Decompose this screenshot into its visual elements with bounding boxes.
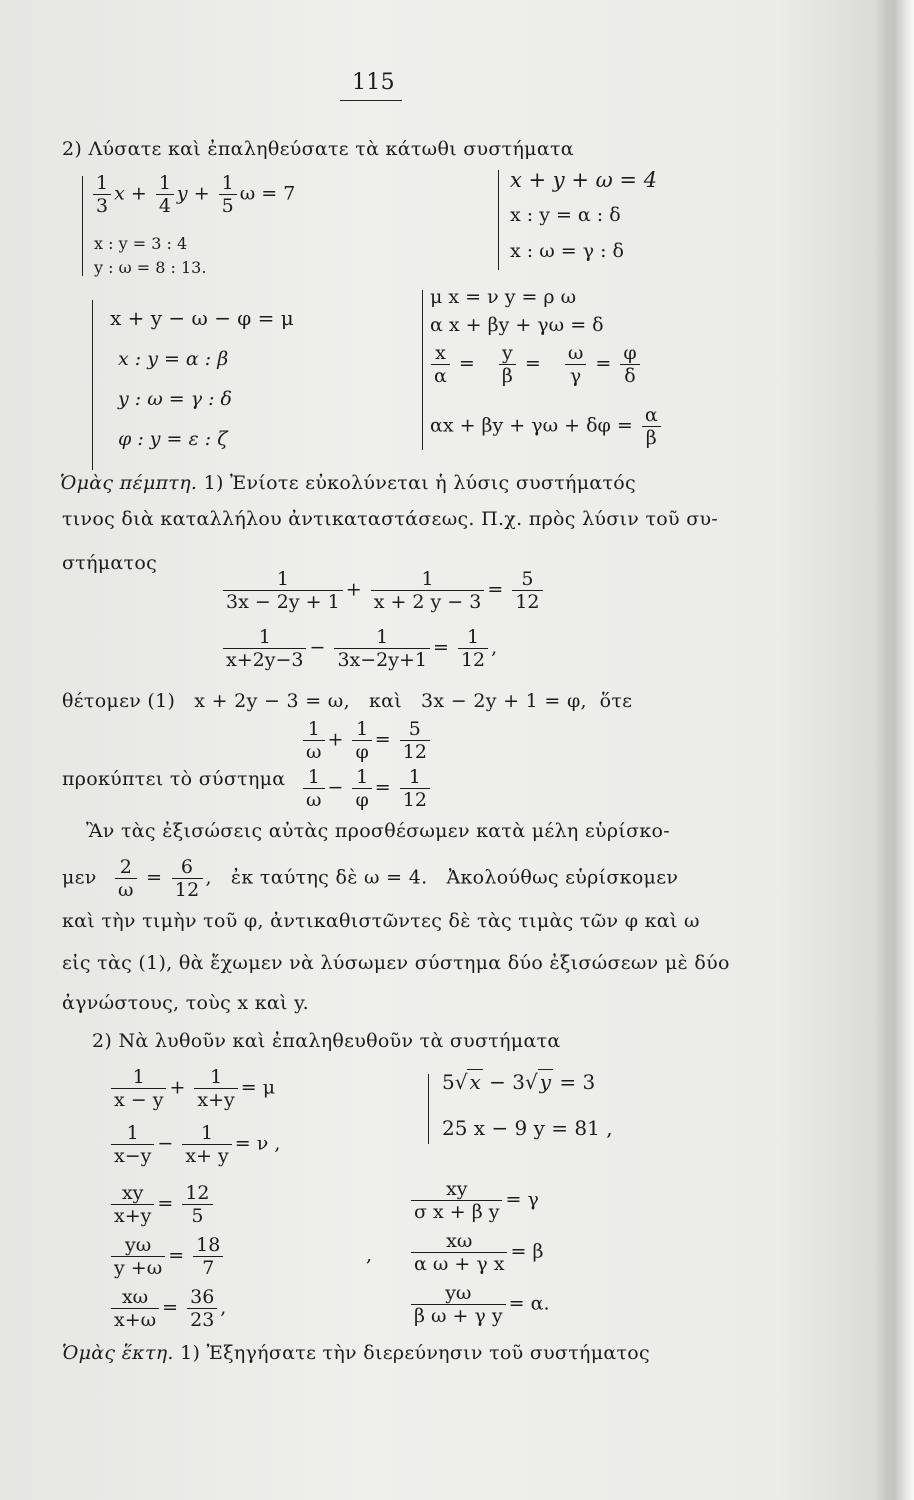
system-c-row-1: $\frac{xy}{x+y}$ = $\frac{12}{5}$	[108, 1182, 216, 1227]
new-system-row-2: $\frac{1}{\omega}$ − $\frac{1}{\varphi}$ = $\frac{1}{12}$	[300, 766, 433, 811]
system-4-eq3: $\frac{x}{\alpha}$ = $\frac{y}{\beta}$ = $\frac{\omega}{\gamma}$ = $\frac{\varphi}{\delta}$	[428, 342, 643, 387]
system-4-bar	[422, 290, 423, 450]
system-3-bar	[92, 300, 93, 470]
system-1-brace	[82, 176, 83, 276]
exercise-2b-heading: 2) Νὰ λυθοῦν καὶ ἐπαληθευθοῦν τὰ συστήματα	[92, 1030, 561, 1052]
system-c-row-2: $\frac{y\omega}{y +\omega}$ = $\frac{18}{7}$	[108, 1234, 226, 1279]
system-b-row-2: 25 x − 9 y = 81 ,	[442, 1116, 613, 1140]
page-edge-shadow	[874, 0, 914, 1500]
system-3-eq1: x + y − ω − φ = μ	[110, 306, 294, 330]
example-system-row-2: $\frac{1}{x+2y-3}$ − $\frac{1}{3x-2y+1}$ = $\frac{1}{12}$ ,	[220, 626, 497, 671]
paragraph-line-2: μεν $\frac{2}{\omega}$ = $\frac{6}{12}$ , ἐκ ταύτης δὲ ω = 4. Ἀκολούθως εὑρίσκομεν	[62, 856, 679, 901]
system-results-label: προκύπτει τὸ σύστημα	[62, 768, 286, 790]
system-a-row-2: $\frac{1}{x-y}$ − $\frac{1}{x+ y}$ = ν ,	[108, 1122, 280, 1167]
system-d-row-2: $\frac{x\omega}{\text{α ω + γ x}}$ = β	[408, 1230, 543, 1275]
new-system-row-1: $\frac{1}{\omega}$ + $\frac{1}{\varphi}$ = $\frac{5}{12}$	[300, 718, 433, 763]
system-4-eq1: μ x = ν y = ρ ω	[430, 286, 577, 308]
system-d-row-1: $\frac{xy}{\text{σ x + β y}}$ = γ	[408, 1178, 539, 1223]
group-5-title: Ὁμὰς πέμπτη.	[60, 472, 198, 494]
example-system-row-1: $\frac{1}{3x - 2y + 1}$ + $\frac{1}{x + 2 y - 3}$ = $\frac{5}{12}$	[220, 568, 546, 613]
system-b-brace	[428, 1074, 429, 1144]
system-c-row-3: $\frac{x\omega}{x+\omega}$ = $\frac{36}{23}$ ,	[108, 1286, 226, 1331]
system-3-eq2: x : y = α : β	[118, 348, 229, 370]
page-number: 115	[352, 70, 395, 95]
system-4-eq2: α x + βy + γω = δ	[430, 314, 604, 336]
group-5-line-1: Ὁμὰς πέμπτη. 1) Ἐνίοτε εὐκολύνεται ἡ λύσις συστήματός	[60, 472, 636, 494]
exercise-2-heading: 2) Λύσατε καὶ ἐπαληθεύσατε τὰ κάτωθι συστήματα	[62, 138, 574, 160]
system-2-eq2: x : y = α : δ	[510, 204, 621, 226]
group-5-line-3: στήματος	[62, 552, 158, 574]
group-6-title: Ὁμὰς ἕκτη.	[62, 1342, 174, 1364]
substitution-line: θέτομεν (1) x + 2y − 3 = ω, καὶ 3x − 2y + 1 = φ, ὅτε	[62, 690, 633, 712]
page-number-rule	[340, 100, 402, 101]
system-a-row-1: $\frac{1}{x - y}$ + $\frac{1}{x+y}$ = μ	[108, 1066, 275, 1111]
system-d-separator: ,	[366, 1244, 373, 1266]
system-3-eq4: φ : y = ε : ζ	[118, 428, 228, 450]
paragraph-line-1: Ἂν τὰς ἐξισώσεις αὐτὰς προσθέσωμεν κατὰ μέλη εὑρίσκο-	[86, 820, 670, 842]
system-1-eq2: x : y = 3 : 4	[94, 234, 188, 253]
group-5-line-2: τινος διὰ καταλλήλου ἀντικαταστάσεως. Π.χ. πρὸς λύσιν τοῦ συ-	[62, 508, 719, 530]
system-2-eq3: x : ω = γ : δ	[510, 240, 624, 262]
paragraph-line-3: καὶ τὴν τιμὴν τοῦ φ, ἀντικαθιστῶντες δὲ τὰς τιμὰς τῶν φ καὶ ω	[62, 910, 700, 932]
paragraph-line-5: ἀγνώστους, τοὺς x καὶ y.	[62, 992, 310, 1014]
system-1-eq1: $\frac{1}{3}$ x + $\frac{1}{4}$ y + $\frac{1}{5}$ ω = 7	[90, 172, 295, 217]
system-2-bar	[498, 170, 499, 270]
paragraph-line-4: εἰς τὰς (1), θὰ ἔχωμεν νὰ λύσωμεν σύστημα δύο ἐξισώσεων μὲ δύο	[62, 952, 730, 974]
system-4-eq4: αx + βy + γω + δφ = $\frac{\alpha}{\beta}$	[430, 404, 664, 449]
system-2-eq1: x + y + ω = 4	[510, 168, 658, 192]
system-3-eq3: y : ω = γ : δ	[118, 388, 232, 410]
system-1-eq3: y : ω = 8 : 13.	[94, 258, 207, 277]
system-b-row-1: 5√ x − 3√ y = 3	[442, 1070, 596, 1094]
system-d-row-3: $\frac{y\omega}{\text{β ω + γ y}}$ = α.	[408, 1282, 550, 1327]
group-6-line: Ὁμὰς ἕκτη. 1) Ἐξηγήσατε τὴν διερεύνησιν τοῦ συστήματος	[62, 1342, 650, 1364]
